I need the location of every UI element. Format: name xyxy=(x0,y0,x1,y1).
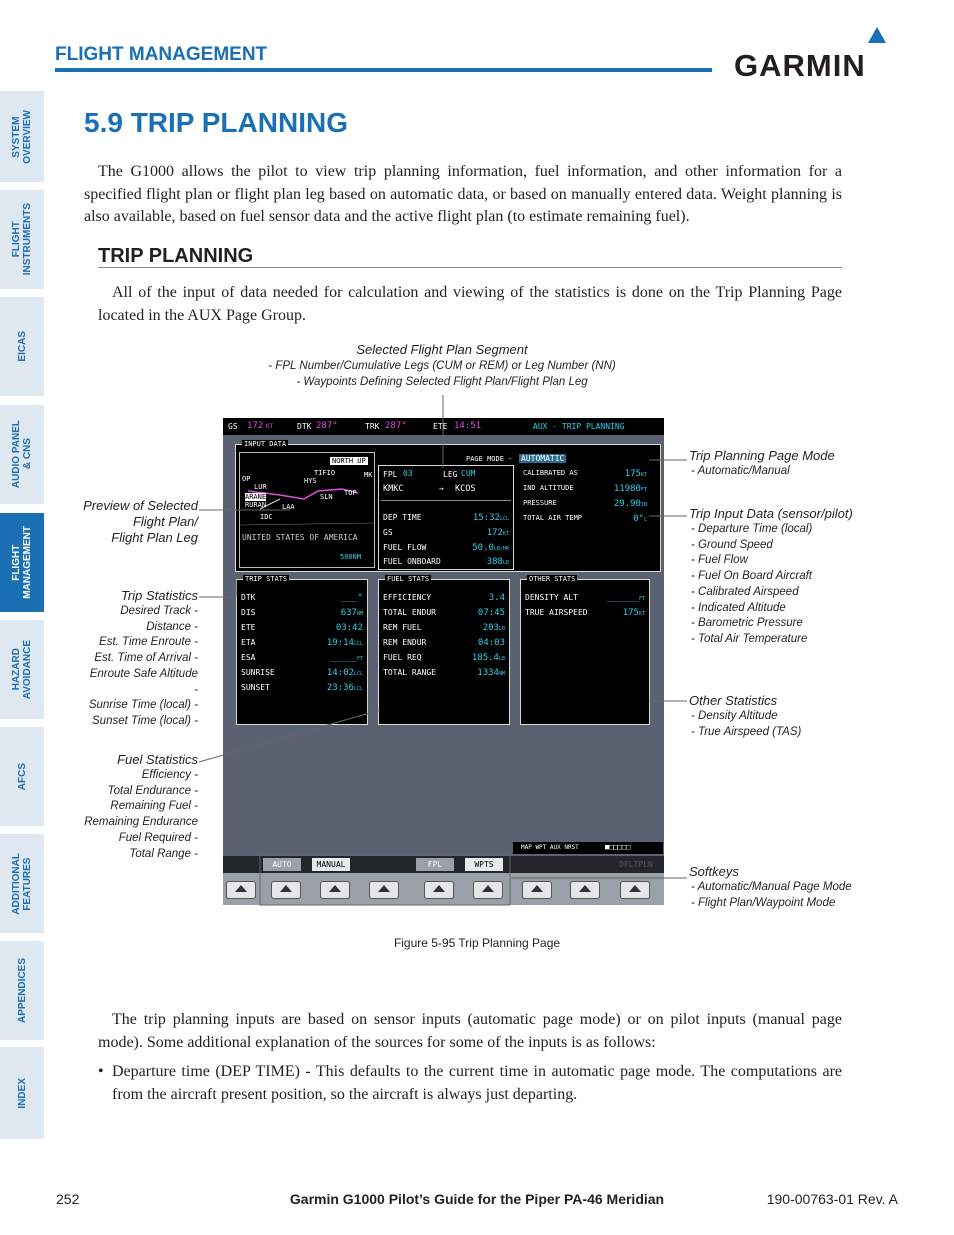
fpl-input-box: FPL 03 LEG CUM KMKC → KCOS DEP TIME 15:32LCL GS 172KT FUEL FLOW 50.0LB/HR FUEL ONBOARD 388LB xyxy=(378,465,514,570)
leg-field[interactable]: CUM xyxy=(461,469,476,478)
footer-page-number: 252 xyxy=(56,1191,80,1207)
sidetab-system-overview[interactable]: SYSTEM OVERVIEW xyxy=(0,91,44,182)
wpt-arane: ARANE xyxy=(245,493,267,501)
input-dep-time: DEP TIME 15:32LCL xyxy=(383,513,509,523)
subheading: TRIP PLANNING xyxy=(98,245,254,267)
other-true-airspeed: TRUE AIRSPEED 175KT xyxy=(525,608,645,618)
other-stats-box: OTHER STATS DENSITY ALT ______FT TRUE AIRSPEED 175KT xyxy=(520,579,650,725)
wpt-top: TOP xyxy=(344,489,357,497)
softkey-wpts[interactable]: WPTS xyxy=(465,858,503,871)
trip-stats-box: TRIP STATS DTK ___° DIS 637NM ETE 03:42 ETA 19:14LCL ESA _____FT SUNRISE 14:02LCL SUNSET 23:36LCL xyxy=(236,579,368,725)
page-mode-label: PAGE MODE - xyxy=(466,455,513,463)
north-up-label: NORTH UP xyxy=(332,457,366,465)
callout-selected-segment: Selected Flight Plan Segment xyxy=(356,342,528,357)
fuel-stats-box: FUEL STATS EFFICIENCY 3.4 TOTAL ENDUR 07:45 REM FUEL 203LB REM ENDUR 04:03 FUEL REQ 185.4LB TOTAL RANGE 1334NM xyxy=(378,579,510,725)
callout-other-stats: Other Statistics xyxy=(689,693,778,708)
callout-page-mode: Trip Planning Page Mode xyxy=(689,448,835,463)
callout-selected-segment-1: - FPL Number/Cumulative Legs (CUM or REM) or Leg Number (NN) xyxy=(268,360,616,372)
mfd-page-title: AUX - TRIP PLANNING xyxy=(533,422,625,431)
footer-title: Garmin G1000 Pilot’s Guide for the Piper PA-46 Meridian xyxy=(289,1191,665,1207)
callout-softkeys: Softkeys xyxy=(689,864,739,879)
wpt-op: OP xyxy=(242,475,251,483)
trip-ete: ETE 03:42 xyxy=(241,623,363,633)
callout-trip-stats: Trip Statistics xyxy=(120,588,198,603)
callout-preview: Preview of Selected Flight Plan/ Flight Plan Leg xyxy=(83,498,198,545)
input-fuel-onboard: FUEL ONBOARD 388LB xyxy=(383,557,509,567)
input-fuel-flow: FUEL FLOW 50.0LB/HR xyxy=(383,543,509,553)
callout-other-stats-list: - Density Altitude - True Airspeed (TAS) xyxy=(691,710,802,738)
trip-sunset: SUNSET 23:36LCL xyxy=(241,683,363,693)
intro-paragraph: The G1000 allows the pilot to view trip planning information, fuel information, and other information for a specified flight plan or flight plan leg based on automatic data, or based on manually entered data. Weight planning is also available, based on fuel sensor data and the active flight plan (to estimate remaining fuel). xyxy=(84,163,842,225)
footer-doc-number: 190-00763-01 Rev. A xyxy=(766,1191,898,1207)
callout-selected-segment-2: - Waypoints Defining Selected Flight Plan/Flight Plan Leg xyxy=(296,376,588,388)
input-calibrated-as: CALIBRATED AS 175KT xyxy=(523,469,647,479)
wpt-lur: LUR xyxy=(254,483,267,491)
input-ind-altitude: IND ALTITUDE 11980FT xyxy=(523,484,647,494)
paragraph-2: All of the input of data needed for calculation and viewing of the statistics is done on the Trip Planning Page located in the AUX Page Group. xyxy=(98,284,842,324)
paragraph-3: The trip planning inputs are based on sensor inputs (automatic page mode) or on pilot inputs (manual page mode). Some additional explanation of the sources for some of the inputs is as follows: xyxy=(98,1011,842,1051)
softkey-dfltpln[interactable]: DFLTPLN xyxy=(619,860,653,869)
wpt-laa: LAA xyxy=(282,503,295,511)
callout-page-mode-item: - Automatic/Manual xyxy=(691,465,790,477)
page-mode-field[interactable]: AUTOMATIC xyxy=(521,454,565,463)
softkey-manual[interactable]: MANUAL xyxy=(312,858,350,871)
page-group-indicator: MAP WPT AUX NRST ■□□□□□ xyxy=(513,842,663,854)
trip-eta: ETA 19:14LCL xyxy=(241,638,363,648)
wpt-sln: SLN xyxy=(320,493,333,501)
section-header: FLIGHT MANAGEMENT xyxy=(55,44,268,65)
softkey-fpl[interactable]: FPL xyxy=(416,858,454,871)
input-gs: GS 172KT xyxy=(383,528,509,538)
callout-trip-stats-list: Desired Track - Distance - Est. Time Enroute - Est. Time of Arrival - Enroute Safe Altitude - Sunrise Time (local) - Sunset Time (local) - xyxy=(88,605,198,727)
fuel-total-endur: TOTAL ENDUR 07:45 xyxy=(383,608,505,618)
trip-esa: ESA _____FT xyxy=(241,653,363,663)
input-pressure: PRESSURE 29.90IN xyxy=(523,499,647,509)
input-total-air-temp: TOTAL AIR TEMP 0°C xyxy=(523,514,647,524)
trip-dtk: DTK ___° xyxy=(241,593,363,603)
softkey-auto[interactable]: AUTO xyxy=(263,858,301,871)
trip-sunrise: SUNRISE 14:02LCL xyxy=(241,668,363,678)
sidetab-hazard-avoidance[interactable]: HAZARD AVOIDANCE xyxy=(0,620,44,719)
fuel-efficiency: EFFICIENCY 3.4 xyxy=(383,593,505,603)
wpt-hys: HYS xyxy=(304,477,317,485)
callout-input-data-list: - Departure Time (local) - Ground Speed - Fuel Flow - Fuel On Board Aircraft - Calibrated Airspeed - Indicated Altitude - Barometric Pressure - Total Air Temperature xyxy=(691,523,813,645)
bullet-icon: • xyxy=(98,1063,104,1080)
map-range: 500NM xyxy=(340,553,362,561)
fuel-total-range: TOTAL RANGE 1334NM xyxy=(383,668,505,678)
navigation-status-bar: GS 172 KT DTK 287° TRK 287° ETE 14:51 AUX - TRIP PLANNING xyxy=(223,418,664,435)
map-region-label: UNITED STATES OF AMERICA xyxy=(242,533,358,542)
sidetab-flight-instruments[interactable]: FLIGHT INSTRUMENTS xyxy=(0,190,44,289)
figure-caption: Figure 5-95 Trip Planning Page xyxy=(393,936,561,950)
page-title: 5.9 TRIP PLANNING xyxy=(84,107,348,138)
sidetab-afcs[interactable]: AFCS xyxy=(0,727,44,826)
sidetab-eicas[interactable]: EICAS xyxy=(0,297,44,396)
fuel-req: FUEL REQ 185.4LB xyxy=(383,653,505,663)
wpt-ruran: RURAN xyxy=(245,501,267,509)
fpl-number-field[interactable]: 03 xyxy=(403,469,413,478)
fuel-rem-fuel: REM FUEL 203LB xyxy=(383,623,505,633)
sidetab-audio-panel[interactable]: AUDIO PANEL & CNS xyxy=(0,405,44,504)
wpt-idc: IDC xyxy=(260,513,273,521)
page-dots-icon: ■□□□□□ xyxy=(605,843,631,851)
sidetab-appendices[interactable]: APPENDICES xyxy=(0,941,44,1040)
sidetab-additional-features[interactable]: ADDITIONAL FEATURES xyxy=(0,834,44,933)
callout-fuel-stats: Fuel Statistics xyxy=(117,752,198,767)
input-data-box: INPUT DATA xyxy=(235,444,661,572)
sidetab-flight-management[interactable]: FLIGHT MANAGEMENT xyxy=(0,513,44,612)
wpt-tifio: TIFIO xyxy=(314,469,336,477)
sidetab-index[interactable]: INDEX xyxy=(0,1047,44,1139)
garmin-logo: GARMIN xyxy=(734,48,866,83)
other-density-alt: DENSITY ALT ______FT xyxy=(525,593,645,603)
bullet-dep-time: • Departure time (DEP TIME) - This defaults to the current time in automatic page mode. The computations are from the aircraft present position, so the aircraft is always just departing. xyxy=(98,1063,842,1103)
wpt-mk: MK xyxy=(364,471,373,479)
callout-softkeys-list: - Automatic/Manual Page Mode - Flight Plan/Waypoint Mode xyxy=(691,881,852,909)
callout-fuel-stats-list: Efficiency - Total Endurance - Remaining Fuel - Remaining Endurance Fuel Required - Total Range - xyxy=(84,769,198,860)
trip-dis: DIS 637NM xyxy=(241,608,363,618)
fuel-rem-endur: REM ENDUR 04:03 xyxy=(383,638,505,648)
callout-input-data: Trip Input Data (sensor/pilot) xyxy=(689,506,853,521)
